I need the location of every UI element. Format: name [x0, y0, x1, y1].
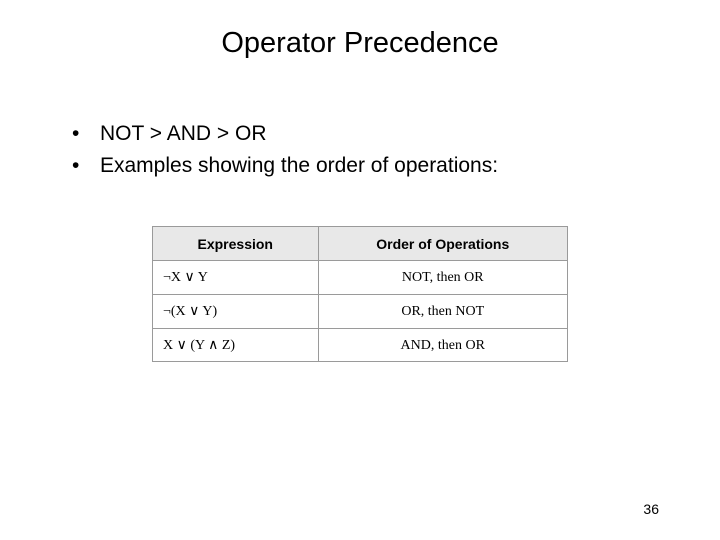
expression-cell: X ∨ (Y ∧ Z) — [153, 329, 318, 363]
bullet-text: Examples showing the order of operations: — [100, 154, 499, 177]
order-cell: OR, then NOT — [318, 295, 567, 329]
bullet-item — [72, 150, 498, 182]
table-row — [153, 295, 567, 329]
precedence-table-grid — [153, 227, 567, 362]
precedence-table — [152, 226, 568, 362]
order-cell: AND, then OR — [318, 329, 567, 363]
bullet-marker: • — [72, 122, 80, 145]
order-cell: NOT, then OR — [318, 261, 567, 295]
page-number: 36 — [643, 501, 659, 517]
bullet-marker: • — [72, 154, 80, 177]
expression-cell: ¬X ∨ Y — [153, 261, 318, 295]
table-row — [153, 261, 567, 295]
slide-title: Operator Precedence — [221, 27, 499, 59]
bullet-text: NOT > AND > OR — [100, 122, 267, 145]
table-header-row — [153, 227, 567, 261]
header-order-of-operations: Order of Operations — [318, 227, 567, 261]
bullet-item — [72, 118, 498, 150]
table-row — [153, 329, 567, 363]
expression-cell: ¬(X ∨ Y) — [153, 295, 318, 329]
bullet-list — [72, 118, 498, 182]
header-expression: Expression — [153, 227, 318, 261]
